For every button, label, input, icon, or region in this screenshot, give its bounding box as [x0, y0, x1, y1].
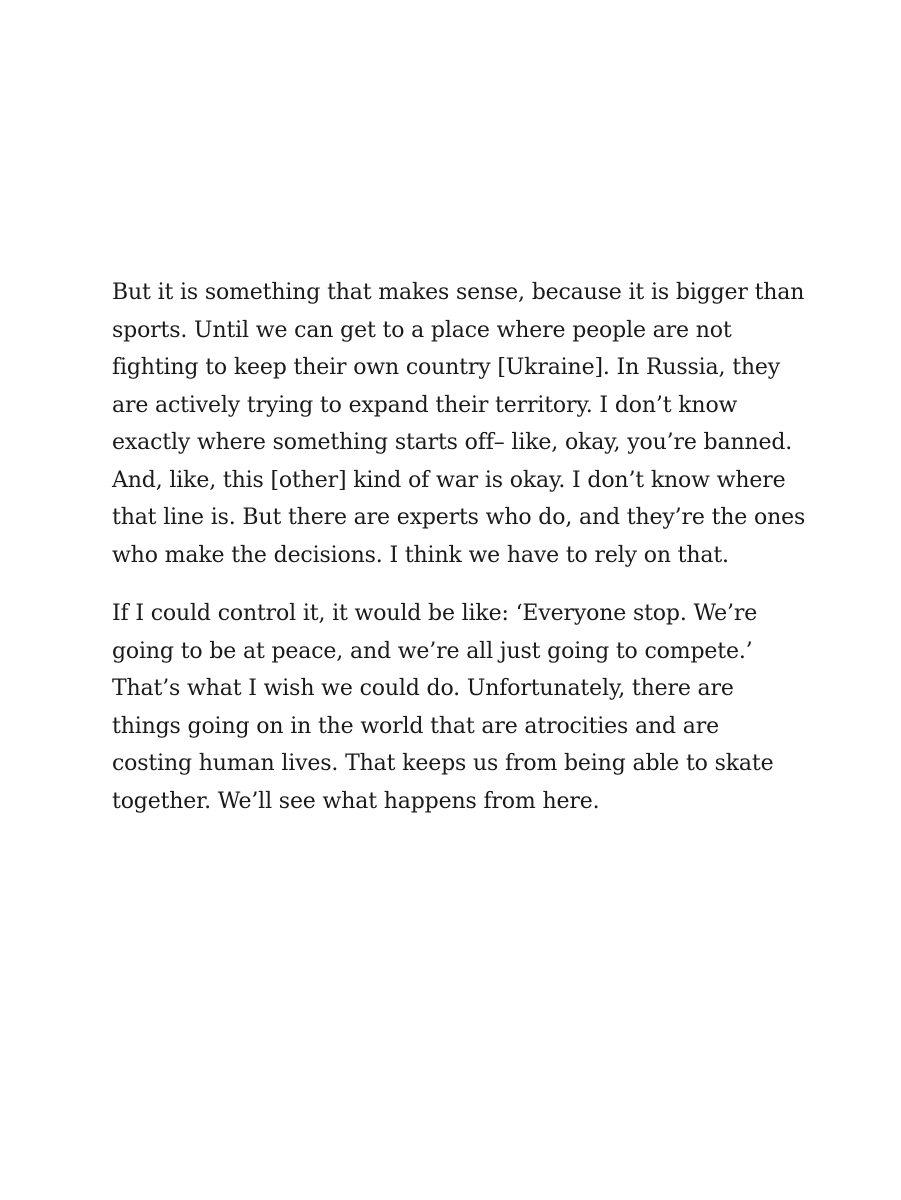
article-body [112, 274, 852, 820]
paragraph-1: But it is something that makes sense, because it is bigger than sports. Until we can get to a place where people are not fighting to keep their own country [Ukraine]. In Russia, they are actively trying to expand their territory. I don’t know exactly where something starts off– like, okay, you’re banned. And, like, this [other] kind of war is okay. I don’t know where that line is. But there are experts who do, and they’re the ones who make the decisions. I think we have to rely on that. [112, 280, 806, 568]
paragraph-2: If I could control it, it would be like: ‘Everyone stop. We’re going to be at peace, and we’re all just going to compete.’ That’s what I wish we could do. Unfortunately, there are things going on in the world that are atrocities and are costing human lives. That keeps us from being able to skate together. We’ll see what happens from here. [112, 601, 774, 814]
